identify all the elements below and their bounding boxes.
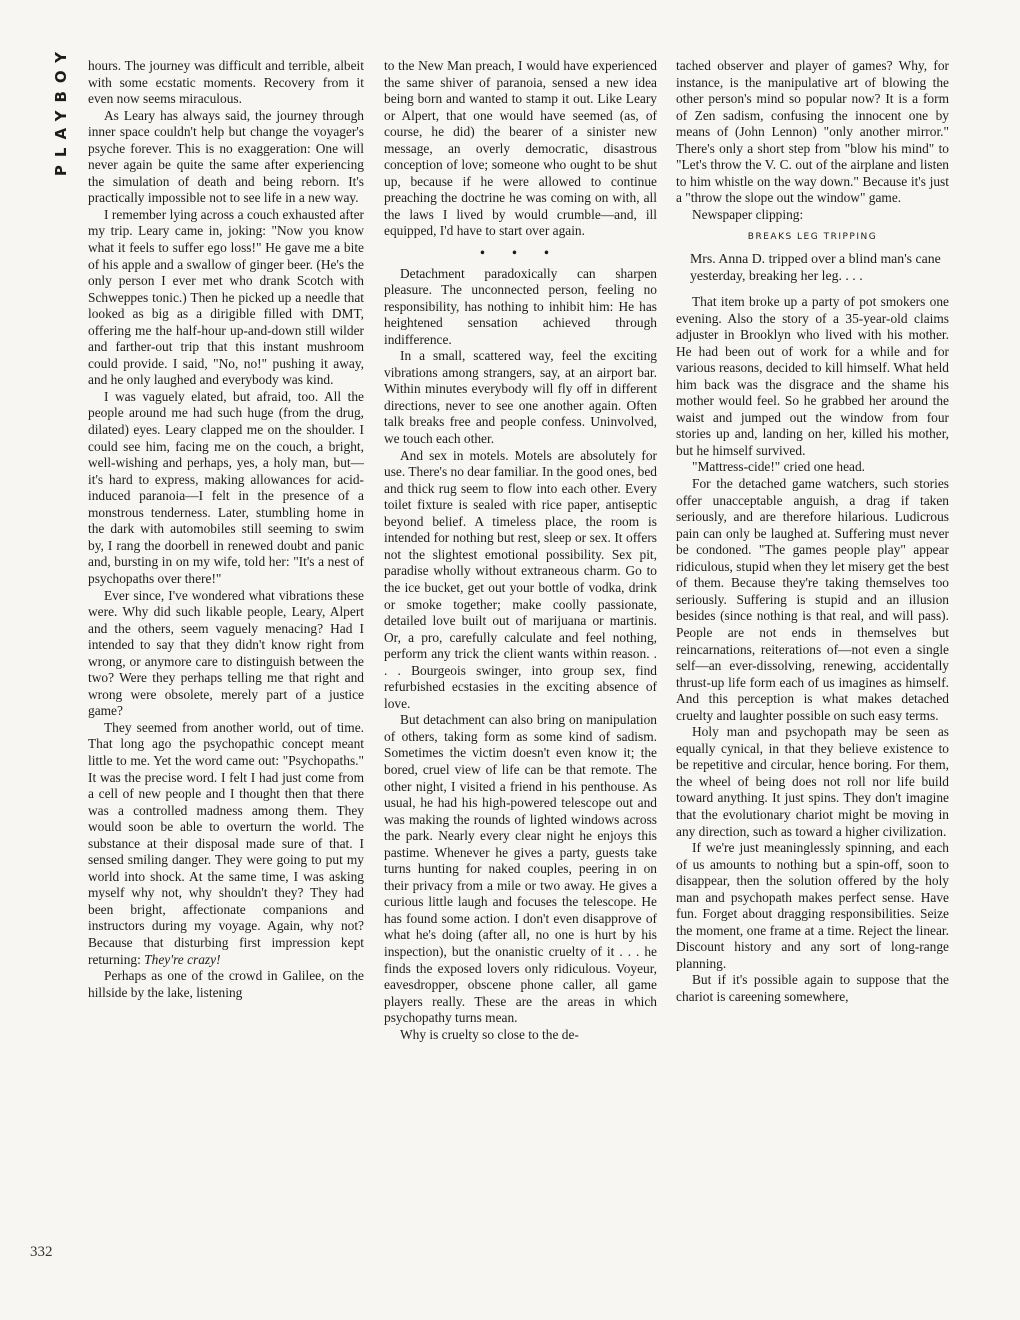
paragraph: hours. The journey was difficult and terrible, albeit with some ecstatic moments. Recovery from it even now seems miraculous. (88, 58, 364, 107)
paragraph: Why is cruelty so close to the de- (400, 1026, 579, 1042)
paragraph: For the detached game watchers, such stories offer unacceptable anguish, a drag if taken seriously, and are therefore hilarious. Ludicrous pain can only be laughed at. Suffering must never be condoned. "The games people play" appear ridiculous, stupid when they let misery get the best of them. Because they're taking themselves too seriously. Suffering is stupid and an illusion besides (since nothing is that real, and will pass). People are not ends in themselves but reincarnations, reiterations of—not even a single self—an ever-dissolving, renewing, accidentally thrust-up life form each of us imagines as himself. And this perception is what makes detached cruelty and laughter possible on such easy terms. (676, 476, 949, 723)
paragraph: I was vaguely elated, but afraid, too. All the people around me had such huge (from the drug, dilated) eyes. Leary clapped me on the shoulder. I could see him, facing me on the couch, a bright, well-wishing and perhaps, yes, a holy man, but—it's hard to express, making allowances for acid-induced paranoia—I felt in the presence of a monstrous tenderness. Later, stumbling home in the dark with automobiles still seeming to swim by, I rang the doorbell in renewed doubt and panic and, bursting in on my wife, told her: "It's a nest of psychopaths over there!" (88, 388, 364, 586)
page-number: 332 (30, 1244, 53, 1260)
paragraph: If we're just meaninglessly spinning, and each of us amounts to nothing but a spin-off, soon to disappear, then the solution offered by the holy man and psychopath makes perfect sense. Have fun. Forget about dragging responsibilities. Seize the moment, one frame at a time. Reject the linear. Discount history and any sort of long-range planning. (676, 840, 949, 971)
paragraph: "Mattress-cide!" cried one head. (692, 459, 866, 475)
paragraph: Detachment paradoxically can sharpen pleasure. The unconnected person, feeling no responsibility, has nothing to inhibit him: He has heightened sensation achieved through indifference. (384, 265, 657, 347)
paragraph (88, 720, 364, 968)
paragraph: But if it's possible again to suppose that the chariot is careening somewhere, (676, 972, 949, 1004)
paragraph: Newspaper clipping: (692, 206, 804, 222)
paragraph: As Leary has always said, the journey through inner space couldn't help but change the voyager's psyche forever. This is no exaggeration: One will never again be quite the same after experiencing the simulation of death and being reborn. It's practically impossible not to see life in a new way. (88, 107, 364, 206)
paragraph: tached observer and player of games? Why, for instance, is the manipulative art of blowing the other person's mind so popular now? It is a form of Zen sadism, confusing the innocent one by means of (John Lennon) "only another mirror." There's only a short step from "blow his mind" to "Let's throw the V. C. out of the airplane and listen to him whistle on the way down." Because it's just a "throw the slope out the window" game. (676, 58, 949, 206)
paragraph-text: They seemed from another world, out of time. That long ago the psychopathic concept meant little to me. Yet the word came out: "Psychopaths." It was the precise word. I felt I had just come from a cell of new people and I thought then that there was a controlled madness among them. They would soon be able to overturn the world. The substance at their disposal made sure of that. I sensed smiling danger. They were going to put my world into shock. At the same time, I was asking myself why not, why shouldn't they? They had been bright, affectionate companions and instructors during my voyage. Again, why not? Because that disturbing first impression kept returning: (88, 719, 364, 967)
article-column-1 (88, 58, 364, 1288)
paragraph: to the New Man preach, I would have experienced the same shiver of paranoia, sensed a new idea being born and wanted to stamp it out. Like Leary or Alpert, that one would have seemed (as, of course, he did) the bearer of a sinister new message, an overly democratic, disastrous conception of love; someone who ought to be shut up, because if he were allowed to continue preaching the doctrine he was coming on with, all the laws I lived by would crumble—and, ill equipped, I'd have to start over again. (384, 58, 657, 239)
magazine-masthead: PLAYBOY (52, 44, 70, 177)
paragraph: But detachment can also bring on manipulation of others, taking form as some kind of sadism. Sometimes the victim doesn't even know it; the bored, cruel view of life can be that remote. The other night, I visited a friend in his penthouse. As usual, he had his high-powered telescope out and was making the rounds of lighted windows across the park. Nearly every clear night he enjoys this pastime. Whenever he gives a party, guests take turns hunting for naked couples, peering in on their privacy from a mile or two away. He gives a curious little laugh and focuses the telescope. He has found some action. I don't even disapprove of what he's doing (after all, no one is hurt by his inspection), but the onanistic cruelty of it . . . he finds the exposed lovers only ridiculous. Voyeur, eavesdropper, obscene phone caller, all game players really. These are the areas in which psychopathy turns mean. (384, 712, 657, 1026)
emphasized-text: They're crazy! (144, 951, 221, 967)
paragraph: I remember lying across a couch exhausted after my trip. Leary came in, joking: "Now you know what it feels to suffer ego loss!" He gave me a bite of his apple and a swallow of ginger beer. (He's the only person I ever met who drank Scotch with Schweppes tonic.) Then he picked up a needle that looked as big as a dirigible filled with DMT, offering me the half-hour up-and-down still wilder and farther-out trip that this instant mushroom could provide. I said, "No, no!" pushing it away, and he only laughed and everybody was kind. (88, 206, 364, 388)
paragraph: Perhaps as one of the crowd in Galilee, on the hillside by the lake, listening (88, 968, 364, 1000)
paragraph: Ever since, I've wondered what vibrations these were. Why did such likable people, Leary, Alpert and the others, seem vaguely menacing? Had I intended to say that they didn't know right from wrong, or anymore care to distinguish between the two? Were they perhaps telling me that right and wrong were obsolete, merely part of a justice game? (88, 587, 364, 719)
paragraph: Holy man and psychopath may be seen as equally cynical, in that they believe existence to be repetitive and circular, hence boring. For them, the wheel of being does not roll nor life build toward anything. It just spins. They don't imagine that the evolutionary chariot might be moving in any direction, such as toward a higher civilization. (676, 724, 949, 839)
article-column-3 (676, 58, 949, 1288)
clipping-body: Mrs. Anna D. tripped over a blind man's cane yesterday, breaking her leg. . . . (690, 251, 941, 284)
article-column-2 (384, 58, 657, 1288)
section-separator: • • • (480, 245, 561, 261)
paragraph: And sex in motels. Motels are absolutely for use. There's no dear familiar. In the good ones, bed and thick rug seem to flow into each other. Every toilet fixture is sealed with rice paper, antiseptic beyond belief. A timeless place, the room is intended for nothing but rest, sleep or sex. It offers not the slightest emotional possibility. Sex pit, paradise wholly without extraneous charm. Go to the ice bucket, get out your bottle of vodka, drink or smoke together; make coolly passionate, detailed love built out of marijuana or martinis. Or, a pro, carefully calculate and feel nothing, perform any trick the client wants within reason. . . . Bourgeois swinger, into group sex, find refurbished ecstasies in the exciting absence of love. (384, 447, 657, 711)
clipping-headline: BREAKS LEG TRIPPING (747, 232, 878, 243)
paragraph: That item broke up a party of pot smokers one evening. Also the story of a 35-year-old claims adjuster in Brooklyn who lived with his mother. He had been out of work for a while and for various reasons, decided to kill himself. What held him back was the disgrace and the shame his mother would feel. So he grabbed her around the waist and jumped out the window from four stories up and, landing on her, killed his mother, but he himself survived. (676, 294, 949, 458)
paragraph: In a small, scattered way, feel the exciting vibrations among strangers, say, at an airport bar. Within minutes everybody will fly off in different directions, never to see one another again. Often talk breaks free and people confess. Uninvolved, we touch each other. (384, 348, 657, 447)
